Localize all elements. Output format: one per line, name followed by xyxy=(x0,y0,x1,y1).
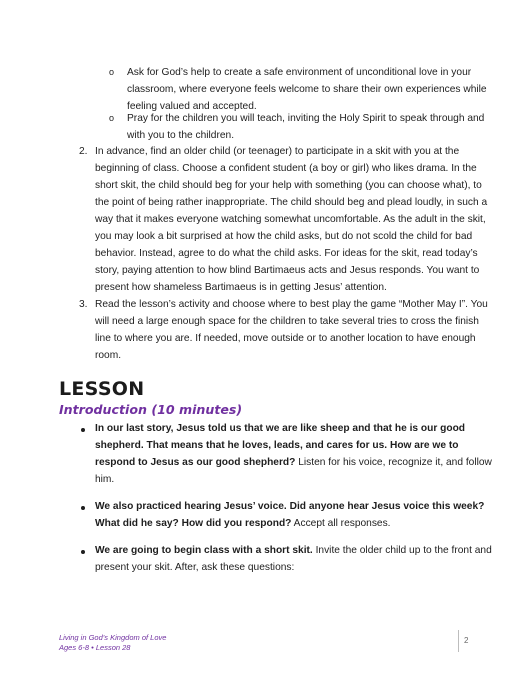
section-heading: LESSON xyxy=(59,378,145,400)
bullet-2-line-2: What did he say? How did you respond? Accept all responses. xyxy=(95,518,391,529)
sub-bullet-marker: o xyxy=(109,67,115,77)
item-2-line-5: way that it makes everyone watching somewhat uncomfortable. As the adult in the skit, xyxy=(95,214,486,225)
bullet-3-line-1: We are going to begin class with a short skit. Invite the older child up to the front and xyxy=(95,545,492,556)
item-3-line-4: room. xyxy=(95,350,122,361)
item-2-line-8: story, paying attention to how blind Bartimaeus acts and Jesus responds. You want to xyxy=(95,265,480,276)
bullet-dot xyxy=(81,506,85,510)
item-2-line-6: you may look a bit surprised at how the child asks, but do not scold the child for bad xyxy=(95,231,473,242)
list-number: 2. xyxy=(79,146,88,157)
item-3-line-3: line to where you are. If needed, move outside or to another location to have enough xyxy=(95,333,476,344)
page-number: 2 xyxy=(464,636,469,645)
sub-item-1-line-3: feeling valued and accepted. xyxy=(127,101,257,112)
bullet-1-line-1: In our last story, Jesus told us that we are like sheep and that he is our good xyxy=(95,423,466,434)
list-number: 3. xyxy=(79,299,88,310)
bullet-3-line-2: present your skit. After, ask these questions: xyxy=(95,562,295,573)
bullet-1-line-2: shepherd. That means that he loves, leads, and cares for us. How are we to xyxy=(95,440,459,451)
item-2-line-9: present how shameless Bartimaeus is in getting Jesus’ attention. xyxy=(95,282,387,293)
bullet-2-line-1: We also practiced hearing Jesus’ voice. Did anyone hear Jesus voice this week? xyxy=(95,501,485,512)
item-2-line-7: behavior. Instead, agree to do what the child asks. For ideas for the skit, read today’s xyxy=(95,248,478,259)
footer-title: Living in God’s Kingdom of Love xyxy=(59,633,167,642)
item-3-line-1: Read the lesson’s activity and choose where to best play the game “Mother May I”. You xyxy=(95,299,488,310)
item-2-line-1: In advance, find an older child (or teenager) to participate in a skit with you at the xyxy=(95,146,460,157)
sub-item-1-line-2: classroom, where everyone feels welcome to share their own experiences while xyxy=(127,84,487,95)
sub-item-1-line-1: Ask for God’s help to create a safe environment of unconditional love in your xyxy=(127,67,472,78)
item-2-line-3: short skit, the child should beg for your help with something (you can choose what), to xyxy=(95,180,482,191)
sub-bullet-marker: o xyxy=(109,113,115,123)
item-2-line-2: beginning of class. Choose a confident student (a boy or girl) who likes drama. In the xyxy=(95,163,477,174)
bullet-1-line-3: respond to Jesus as our good shepherd? Listen for his voice, recognize it, and follow xyxy=(95,457,492,468)
item-2-line-4: the point of being rather inappropriate. The child should beg and plead loudly, in such a xyxy=(95,197,488,208)
sub-item-2-line-2: with you to the children. xyxy=(127,130,235,141)
section-subheading: Introduction (10 minutes) xyxy=(59,402,243,417)
footer-divider xyxy=(458,630,459,652)
sub-item-2-line-1: Pray for the children you will teach, inviting the Holy Spirit to speak through and xyxy=(127,113,485,124)
footer-lesson-info: Ages 6-8 • Lesson 28 xyxy=(59,643,131,652)
bullet-1-line-4: him. xyxy=(95,474,115,485)
bullet-dot xyxy=(81,550,85,554)
item-3-line-2: will need a large enough space for the children to take several tries to cross the finish xyxy=(95,316,479,327)
bullet-dot xyxy=(81,428,85,432)
